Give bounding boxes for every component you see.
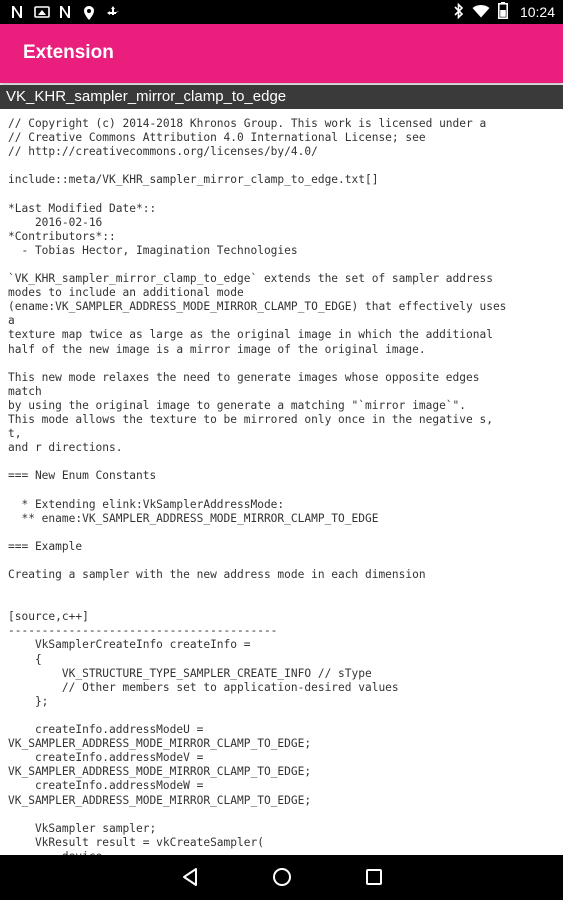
home-icon[interactable] (270, 865, 294, 889)
cast-icon (34, 5, 48, 19)
navigation-bar (0, 855, 563, 900)
status-right-icons (454, 3, 555, 21)
status-time: 10:24 (519, 4, 555, 20)
status-bar (0, 0, 563, 24)
bluetooth-icon (454, 3, 464, 22)
n-notification-icon (10, 5, 24, 19)
sync-icon (106, 5, 120, 19)
location-icon (82, 5, 96, 19)
n-notification-icon (58, 5, 72, 19)
app-title: Extension (23, 42, 114, 63)
document-header-title: VK_KHR_sampler_mirror_clamp_to_edge (6, 88, 287, 105)
document-header (0, 85, 563, 109)
wifi-icon (472, 4, 490, 21)
app-bar (0, 24, 563, 83)
document-body[interactable] (0, 109, 563, 855)
document-content: // Copyright (c) 2014-2018 Khronos Group. This work is licensed under a // Creative Commons Attribution 4.0 International License; see // http://creativecommons.org/licenses/by/4.0/ include::meta/VK_KHR_sampler_mirror_clamp_to_edge.txt[] *Last Modified Date*:: 2016-02-16 *Contributors*:: - Tobias Hector, Imagination Technologies `VK_KHR_sampler_mirror_clamp_to_edge` extends the set of sampler address modes to include an additional mode (ename:VK_SAMPLER_ADDRESS_MODE_MIRROR_CLAMP_TO_EDGE) that effectively uses a texture map twice as large as the original image in which the additional half of the new image is a mirror image of the original image. This new mode relaxes the need to generate images whose opposite edges match by using the original image to generate a matching "`mirror image`". This mode allows the texture to be mirrored only once in the negative s, t, and r directions. === New Enum Constants * Extending elink:VkSamplerAddressMode: ** ename:VK_SAMPLER_ADDRESS_MODE_MIRROR_CLAMP_TO_EDGE === Example Creating a sampler with the new address mode in each dimension [source,c++] ---------------------------------------- VkSamplerCreateInfo createInfo = { VK_STRUCTURE_TYPE_SAMPLER_CREATE_INFO // sType // Other members set to application-desired values }; createInfo.addressModeU = VK_SAMPLER_ADDRESS_MODE_MIRROR_CLAMP_TO_EDGE; createInfo.addressModeV = VK_SAMPLER_ADDRESS_MODE_MIRROR_CLAMP_TO_EDGE; createInfo.addressModeW = VK_SAMPLER_ADDRESS_MODE_MIRROR_CLAMP_TO_EDGE; VkSampler sampler; VkResult result = vkCreateSampler( (8, 117, 507, 849)
back-icon[interactable] (178, 865, 202, 889)
recents-icon[interactable] (362, 865, 386, 889)
battery-icon (498, 2, 508, 22)
status-left-icons (10, 3, 120, 21)
